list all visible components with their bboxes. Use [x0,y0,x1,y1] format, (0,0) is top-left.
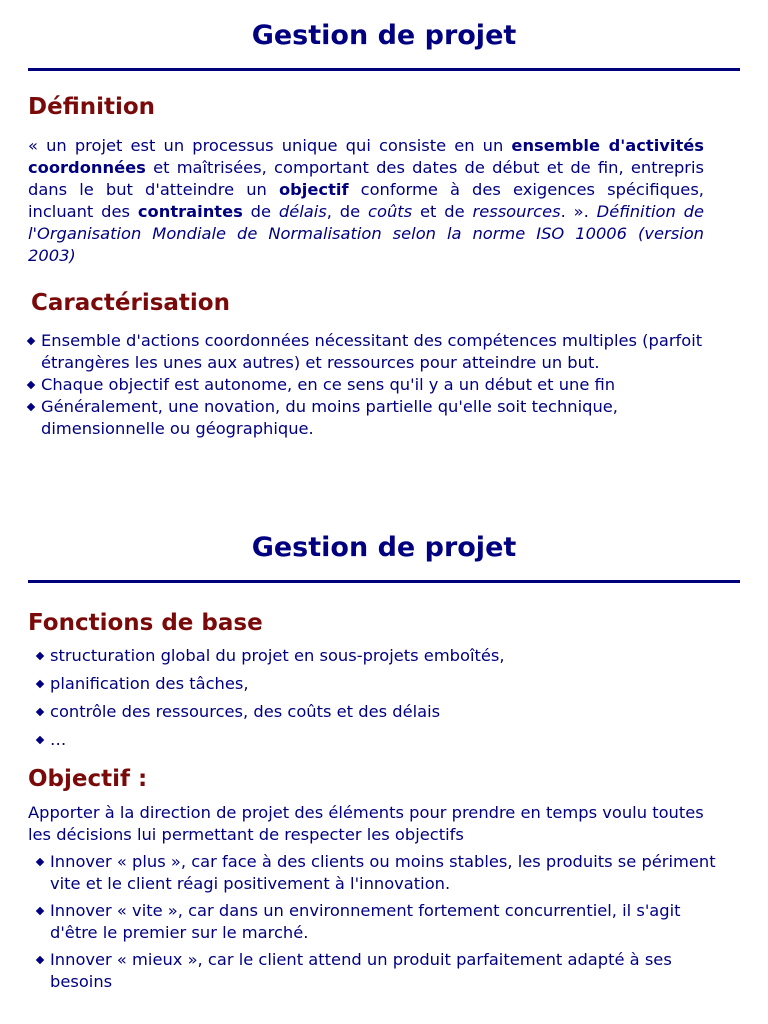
slide-2 [0,524,768,1024]
bullet-diamond-icon [27,403,35,411]
list-item: Chaque objectif est autonome, en ce sens qu'il y a un début et une fin [28,374,708,396]
list-item: … [37,729,717,751]
list-item: structuration global du projet en sous-projets emboîtés, [37,645,717,667]
fonctions-heading: Fonctions de base [28,610,263,636]
definition-bold-objectif: objectif [278,180,349,199]
list-item: Innover « vite », car dans un environnement fortement concurrentiel, il s'agit d'être le premier sur le marché. [37,900,717,944]
slide-2-title: Gestion de projet [251,532,517,563]
objectif-intro: Apporter à la direction de projet des éléments pour prendre en temps voulu toutes les décisions lui permettant de respecter les objectifs [28,803,704,844]
list-item: Ensemble d'actions coordonnées nécessitant des compétences multiples (parfoit étrangères les unes aux autres) et ressources pour atteindre un but. [28,330,708,374]
bullet-diamond-icon [36,708,44,716]
definition-heading: Définition [28,94,156,120]
bullet-diamond-icon [36,858,44,866]
definition-text: et maîtrisées, comportant des dates de début et de fin, entrepris dans le but d'atteindre un [28,158,704,199]
definition-source: Définition de l'Organisation Mondiale de Normalisation selon la norme ISO 10006 (version 2003) [28,202,704,265]
definition-text: , de [326,202,369,221]
title-divider [28,68,740,71]
definition-italic-ressources: ressources [472,202,561,221]
caracterisation-heading: Caractérisation [31,290,230,316]
definition-text: . ». [560,202,597,221]
definition-bold-contraintes: contraintes [137,202,243,221]
bullet-diamond-icon [36,736,44,744]
definition-bold-ensemble: ensemble d'activités coordonnées [28,136,704,177]
objectifs-list [37,851,717,993]
bullet-diamond-icon [36,956,44,964]
definition-text: et de [412,202,473,221]
list-item: Innover « mieux », car le client attend un produit parfaitement adapté à ses besoins [37,949,717,993]
title-divider [28,580,740,583]
definition-text: « un projet est un processus unique qui consiste en un [28,136,512,155]
definition-italic-delais: délais [278,202,327,221]
list-item: planification des tâches, [37,673,717,695]
definition-paragraph [28,135,704,267]
fonctions-list [37,645,717,751]
bullet-diamond-icon [27,381,35,389]
objectif-heading: Objectif : [28,766,148,792]
definition-italic-couts: coûts [368,202,413,221]
bullet-diamond-icon [27,337,35,345]
bullet-diamond-icon [36,652,44,660]
slide-1 [0,0,768,500]
caracterisation-list [28,330,708,440]
bullet-diamond-icon [36,907,44,915]
slide-1-title: Gestion de projet [251,20,517,51]
bullet-diamond-icon [36,680,44,688]
list-item: Généralement, une novation, du moins partielle qu'elle soit technique, dimensionnelle ou géographique. [28,396,708,440]
definition-text: conforme à des exigences spécifiques, incluant des [28,180,704,221]
list-item: Innover « plus », car face à des clients ou moins stables, les produits se périment vite et le client réagi positivement à l'innovation. [37,851,717,895]
definition-text: de [242,202,279,221]
list-item: contrôle des ressources, des coûts et des délais [37,701,717,723]
